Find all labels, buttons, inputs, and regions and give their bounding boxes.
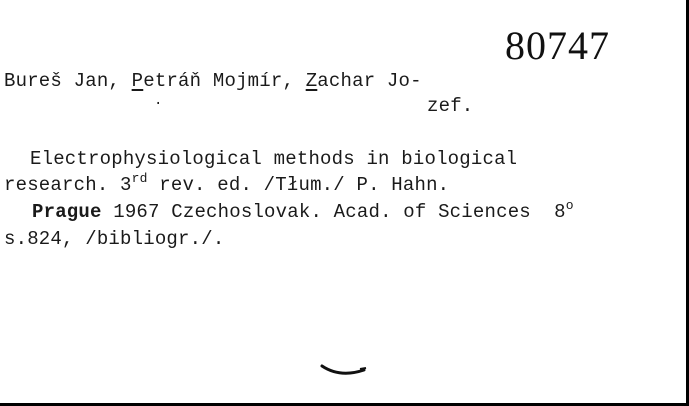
title-line-1: Electrophysiological methods in biological: [30, 148, 518, 170]
publication-line: [32, 198, 574, 223]
authors-continuation: zef.: [427, 95, 474, 117]
pencil-mark: ·: [154, 96, 163, 112]
ink-mark-icon: [320, 360, 370, 384]
publication-details: 1967 Czechoslovak. Acad. of Sciences 8: [101, 201, 566, 223]
format-superscript: o: [565, 198, 574, 213]
pages-line: s.824, /bibliogr./.: [4, 228, 225, 250]
title-line-2-end: rev. ed. /Tłum./ P. Hahn.: [147, 174, 450, 196]
accession-number: 80747: [505, 23, 610, 68]
title-line-2: [4, 171, 450, 196]
author-2-initial: P: [131, 70, 144, 92]
publication-place: Prague: [32, 201, 102, 223]
author-3-initial: Z: [305, 70, 318, 92]
edition-superscript: rd: [131, 171, 148, 186]
title-line-2-start: research. 3: [4, 174, 132, 196]
author-2: etráň Mojmír,: [143, 70, 295, 92]
authors-line: [4, 70, 422, 92]
author-1: Bureš Jan,: [4, 70, 121, 92]
author-3: achar Jo-: [317, 70, 422, 92]
